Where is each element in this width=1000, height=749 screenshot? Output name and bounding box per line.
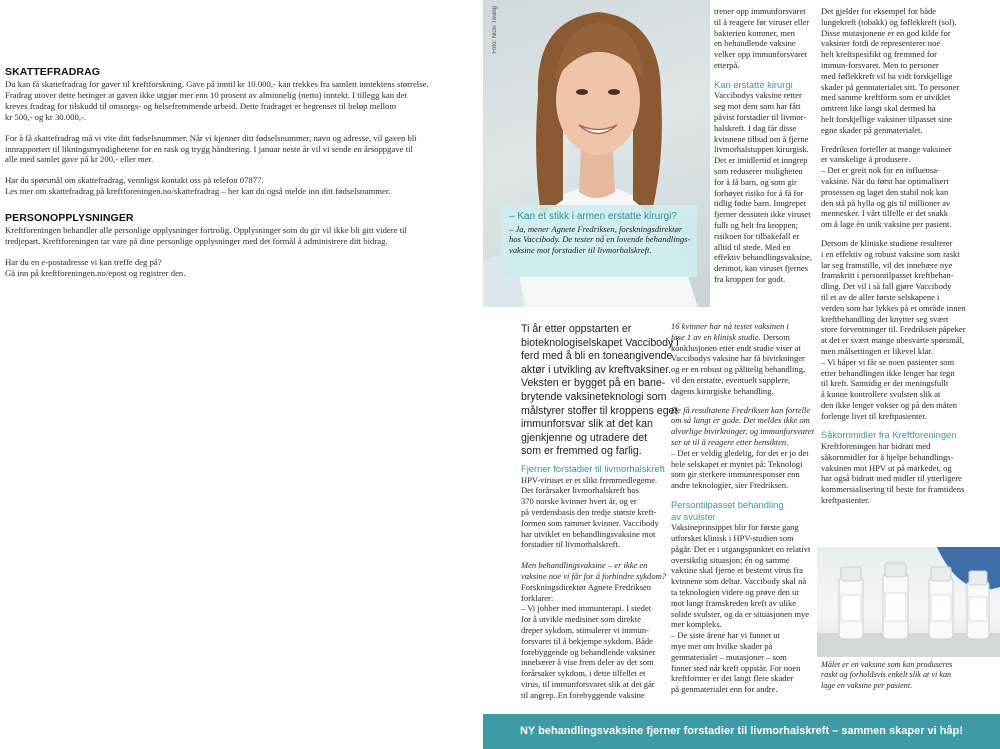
text-line: Har du spørsmål om skattefradrag, vennligst kontakt oss på telefon 07877.	[5, 175, 264, 186]
text-line: lar seg framstille, vil det innebære nye	[821, 259, 953, 270]
personal-paragraph-1	[5, 225, 473, 247]
text-line: forebyggende og behandlende vaksiner	[521, 646, 656, 657]
text-line: fullt og helt fra kroppen;	[714, 219, 799, 230]
text-line: til et av de aller første selskapene i	[821, 291, 940, 302]
tax-deduction-heading: SKATTEFRADRAG	[5, 66, 101, 78]
text-line: Vaksineprinsippet blir for første gang	[671, 522, 799, 533]
column-c	[821, 6, 996, 506]
caption-line: Målet er en vaksine som kan produseres	[821, 660, 953, 669]
vials-photo	[817, 547, 1000, 657]
text-line: en behandlende vaksine	[714, 38, 796, 49]
text-line: har også bidratt med midler til ytterligere	[821, 473, 962, 484]
text-line: har utviklet en behandlingsvaksine mot	[521, 528, 656, 539]
text-line: kreves fradrag for tilskudd til omsorgs- og helsefremmende arbeid. Dette fradraget er begrenset til beløp mellom	[5, 100, 397, 111]
column-b-bottom	[671, 321, 814, 695]
text-line: den stå på hylla og gis til millioner av	[821, 197, 951, 208]
personal-paragraph-2	[5, 257, 473, 279]
text-line: Det forårsaker livmorhalskreft hos	[521, 485, 639, 496]
text-line: såkornmidler for å hjelpe behandlings-	[821, 451, 954, 462]
text-line: forhøyet risiko for å få for	[714, 187, 804, 198]
text-line: Fredriksen forteller at mange vaksiner	[821, 143, 952, 154]
text-line: som reduserer muligheten	[714, 165, 803, 176]
text-line: fjerner dessuten ikke viruset	[714, 209, 811, 220]
caption-answer-line: – Ja, mener Agnete Fredriksen, forskningsdirektør	[509, 224, 683, 234]
intro-line: ferd med å bli en toneangivende	[521, 350, 673, 363]
text-line: Les mer om skattefradrag på kreftforeningen.no/skattefradrag – her kan du også melde inn ditt fødselsnummer.	[5, 186, 391, 197]
text-line: påvist forstadier til livmor-	[714, 111, 807, 122]
italic-line: om så langt er gode. Det meldes ikke om	[671, 415, 810, 426]
text-line: dling. Det vil i så fall gjøre Vaccibody	[821, 281, 952, 292]
text-line: HPV-viruset er et slikt fremmedlegeme.	[521, 474, 658, 485]
vials-illustration	[817, 547, 1000, 657]
text-line: mennesker. I vårt tilfelle er det snakk	[821, 208, 948, 219]
text-line: lungekreft (tobakk) og føflekkreft (sol).	[821, 16, 957, 27]
text-line: fra kroppen for godt.	[714, 273, 786, 284]
text-line: er vanskelige å produsere.	[821, 154, 911, 165]
text-line: konklusjonen etter endt studie viser at	[671, 342, 801, 353]
text-line: at det er svært mange ubesvarte spørsmål,	[821, 335, 965, 346]
text-line: finner sted når kreft oppstår. For noen	[671, 662, 801, 673]
text-line: Det er imidlertid et inngrep	[714, 155, 808, 166]
text-line: livmorhalstuppen kirurgisk.	[714, 144, 809, 155]
text-line: å kunne kontrollere svulsten slik at	[821, 389, 941, 400]
caption-line: raskt og forholdsvis enkelt slik at vi kan	[821, 670, 952, 680]
text-line	[671, 332, 814, 343]
text-line: men målsettingen er likevel klar.	[821, 345, 933, 356]
text-line: Forskningsdirektør Agnete Fredriksen	[521, 581, 652, 592]
text-line: – Det er greit nok for en influensa-	[821, 165, 940, 176]
text-line: – Vi jobber med immunterapi. I stedet	[521, 603, 652, 614]
text-line: til angrep. En forebyggende vaksine	[521, 689, 645, 700]
tax-paragraph-3	[5, 175, 473, 197]
italic-question-line: vaksine noe vi får for å forhindre sykdom?	[521, 570, 667, 581]
text-line: vaksine skal fjerne et bestemt virus fra	[671, 565, 803, 576]
intro-line: som er fremmed og farlig.	[521, 445, 642, 458]
intro-line: immunforsvar slik at det kan	[521, 418, 653, 431]
text-line: forsvaret til å bekjempe sykdom. Både	[521, 635, 653, 646]
text-line: ta teknologien videre og prøve den ut	[671, 586, 799, 597]
subhead-personalised-treatment: Persontilpasset behandling	[671, 498, 784, 510]
text-line: vaksiner fordi de representerer noe	[821, 38, 941, 49]
italic-line: ser ut til å reagere etter hensikten.	[671, 436, 789, 447]
text-line: trener opp immunforsvaret	[714, 6, 806, 16]
text-line: innebærer å vise frem deler av det som	[521, 657, 654, 668]
text-line: for å utvikle medisiner som direkte	[521, 614, 641, 625]
text-line: halskreft. I dag får disse	[714, 122, 797, 133]
text-line: Kreftforeningen har bidratt med	[821, 441, 931, 452]
text-line: forårsaker sykdom, i dette tilfellet et	[521, 668, 646, 679]
text-line: vil den erstatte, eventuelt supplere,	[671, 374, 791, 385]
text-line: risikoen for tilbakefall er	[714, 230, 800, 241]
text-line: Vaccibodys vaksine retter	[714, 90, 802, 101]
text-line: – Det er veldig gledelig, for det er jo det	[671, 447, 809, 458]
text-line: den ikke lenger vokser og på den måten	[821, 399, 957, 410]
italic-lead-line: 16 kvinner har nå testet vaksinen i	[671, 321, 789, 331]
intro-line: Ti år etter oppstarten er	[521, 323, 632, 335]
text-line: alle med samlet gave på kr 200,- eller mer.	[5, 154, 154, 165]
text-line: egne skader på genmaterialet.	[821, 124, 923, 135]
column-b-top	[714, 6, 814, 285]
text-line: innrapportert til likningsmyndighetene for en rask og trygg håndtering. I januar neste år vil vi sende en årsoppgave til	[5, 143, 413, 154]
text-line: Det gjelder for eksempel for både	[821, 6, 937, 16]
text-line: vaksinen mot HPV ut på markedet, og	[821, 462, 952, 473]
text-line: forklarer:	[521, 592, 554, 603]
text-line: verden som har lykkes på et område innen	[821, 302, 966, 313]
vials-caption	[821, 660, 999, 691]
caption-question: – Kan et stikk i armen erstatte kirurgi?	[509, 211, 677, 222]
text-line: til å reagere før viruset eller	[714, 16, 810, 27]
text-line: bakterien kommer, men	[714, 27, 796, 38]
text-line: etter behandlingen ikke lenger har tegn	[821, 367, 955, 378]
text-line: tidlig fødte barn. Inngrepet	[714, 198, 807, 209]
caption-answer-line: vaksine mot forstadier til livmorhalskreft.	[509, 244, 652, 255]
text-line: seg mot dem som har fått	[714, 101, 801, 112]
text-line: derimot, kan viruset fjernes	[714, 263, 808, 274]
text-line: til kreft. Samtidig er det meningsfullt	[821, 378, 949, 389]
text-line: prosessen og laget den stabil nok kan	[821, 186, 949, 197]
text-line: mye mer om hvilke skader på	[671, 640, 773, 651]
text-line: framskritt i persontilpasset kreftbehan-	[821, 270, 954, 281]
text-line: om å lage én unik vaksine per pasient.	[821, 219, 952, 230]
intro-line: målstyrer stoffer til kroppens eget	[521, 404, 678, 417]
text-line: immun-forsvaret. Men to personer	[821, 59, 939, 70]
text-line: kreftpasienter.	[821, 495, 870, 506]
tax-paragraph-2	[5, 133, 473, 166]
text-line: Fradrag utover dette betinger at gaven ikke utgjør mer enn 10 prosent av alminnelig (netto) inntekt. I tillegg kan det	[5, 89, 407, 100]
text-line: forlenge livet til kreftpasienter.	[821, 410, 927, 421]
text-line: for å få barn, og som gir	[714, 176, 797, 187]
text-line: Kreftforeningen behandler alle personlige opplysninger fortrolig. Opplysninger som du gir vil ikke bli gitt videre til	[5, 225, 407, 235]
text-line: – De siste årene har vi funnet ut	[671, 630, 780, 641]
subhead-personalised-treatment: av svulster	[671, 510, 716, 522]
text-line: Vaccibodys vaksine har få bivirkninger	[671, 353, 805, 364]
text-line: omtrent like langt skal dermed ha	[821, 103, 936, 114]
text-line: med samme kreftform som er utviklet	[821, 92, 951, 103]
text-line: effektiv behandlingsvaksine,	[714, 252, 813, 263]
text-line: dreper sykdom, stimulerer vi immun-	[521, 624, 649, 635]
text-inline: Dersom	[762, 331, 790, 342]
text-line: og er en robust og pålitelig behandling,	[671, 364, 806, 375]
text-line: kreftbehandling det knytter seg svært	[821, 313, 949, 324]
intro-line: bioteknologiselskapet Vaccibody i	[521, 336, 679, 349]
text-line: oversiktlig situasjon; én og samme	[671, 554, 790, 565]
text-line: i en effektiv og robust vaksine som raskt	[821, 248, 960, 259]
text-line: hele selskapet er myntet på: Teknologi	[671, 458, 803, 469]
text-line: kvinnene som deltar. Vaccibody skal nå	[671, 576, 807, 587]
portrait-caption	[501, 205, 697, 277]
tax-deduction-section	[5, 66, 473, 197]
text-line: For å få skattefradrag må vi vite ditt fødselsnummer. Når vi kjenner ditt fødselsnummer, navn og adresse, vil gaven bli	[5, 132, 417, 143]
text-line: dagens kirurgiske behandling.	[671, 385, 774, 396]
text-line: etterpå.	[714, 59, 740, 70]
text-line: på verdensbasis den tredje største kreft-	[521, 506, 657, 517]
text-line: mot langt framskreden kreft av ulike	[671, 597, 797, 608]
text-line: – Vi håper vi får se noen pasienter som	[821, 356, 955, 367]
text-line: Har du en e-postadresse vi kan treffe deg på?	[5, 256, 162, 267]
text-line: velker opp immunforsvaret	[714, 49, 808, 60]
italic-line: alvorlige bivirkninger, og immunforsvaret	[671, 426, 815, 437]
text-line: formen som rammer kvinner. Vaccibody	[521, 517, 659, 528]
text-line: genmaterialet – mutasjoner – som	[671, 651, 787, 662]
bottom-banner: NY behandlingsvaksine fjerner forstadier til livmorhalskreft – sammen skaper vi håp!	[483, 714, 1000, 749]
text-line: solide svulster, og da er situasjonen mye	[671, 608, 810, 619]
personal-data-heading: PERSONOPPLYSNINGER	[5, 212, 134, 224]
text-line: alltid til stede. Med en	[714, 241, 791, 252]
italic-lead-inline: fase 1 av en klinisk studie.	[671, 331, 761, 342]
text-line: Disse mutasjonene er en god kilde for	[821, 27, 951, 38]
text-line: tredjepart. Kreftforeningen tar vare på dine personlige opplysninger med det formål å administrere ditt bidrag.	[5, 235, 388, 246]
intro-line: Veksten er bygget på en bane-	[521, 377, 666, 390]
tax-paragraph-1	[5, 79, 473, 123]
text-line: kvinnene tilbud om å fjerne	[714, 133, 809, 144]
left-page	[0, 0, 483, 749]
text-line: virus, til immunforsvaret slik at det går	[521, 678, 655, 689]
subhead-replace-surgery: Kan erstatte kirurgi	[714, 78, 793, 90]
text-line: utforsket klinisk i HPV-studien som	[671, 532, 794, 543]
italic-question-line: Men behandlingsvaksine – er ikke en	[521, 560, 648, 571]
text-line: skader på genmaterialet sitt. To personer	[821, 81, 960, 92]
text-line: 370 norske kvinner hvert år, og er	[521, 496, 637, 507]
text-line: Gå inn på kreftforeningen.no/epost og registrer den.	[5, 267, 186, 278]
caption-answer-line: hos Vaccibody. De tester nå en lovende behandlings-	[509, 234, 691, 245]
text-line: pågår. Det er i utgangspunktet en relativt	[671, 543, 811, 554]
subhead-seed-funding: Såkornmidler fra Kreftforeningen	[821, 429, 957, 441]
text-line: Du kan få skattefradrag for gaver til kreftforskning. Gave på inntil kr 10.000,- kan trekkes fra samlett inntektens størrelse.	[5, 79, 429, 89]
text-line: vaksine. Når du først har optimalisert	[821, 175, 949, 186]
photo-credit: Foto: Nicki Twang	[492, 6, 498, 54]
text-line: kommersialisering til beste for framtidens	[821, 484, 965, 495]
text-line: på genmaterialet enn for andre.	[671, 684, 778, 695]
text-line: Dersom de kliniske studiene resulterer	[821, 237, 953, 248]
right-page	[483, 0, 1000, 749]
text-line: kr 500,- og kr 30.000,-.	[5, 111, 87, 122]
text-line: helt kreftspesifikt og fremmed for	[821, 49, 937, 60]
text-line: kreftformer er det langt flere skader	[671, 673, 794, 684]
text-line: forstadier til livmorhalskreft.	[521, 539, 620, 550]
italic-line: De få resultatene Fredriksen kan fortelle	[671, 404, 811, 415]
text-line: med føflekkreft vil ha vidt forskjellige	[821, 70, 953, 81]
text-line: som gir sterkere immunresponser enn	[671, 469, 800, 480]
personal-data-section	[5, 212, 473, 279]
caption-line: lage en vaksine per pasient.	[821, 680, 913, 690]
intro-line: brytende vaksineteknologi som	[521, 390, 667, 403]
subhead-remove-precursors: Fjerner forstadier til livmorhalskreft	[521, 463, 665, 474]
intro-line: gjenkjenne og utradere det	[521, 431, 648, 444]
text-line: mer kompleks.	[671, 619, 722, 630]
text-line: andre teknologier, sier Fredriksen.	[671, 480, 789, 491]
intro-line: aktør i utvikling av kreftvaksiner.	[521, 363, 672, 376]
text-line: store forventninger til. Fredriksen påpeker	[821, 324, 966, 335]
text-line: helt forskjellige vaksiner tilpasset sine	[821, 113, 953, 124]
